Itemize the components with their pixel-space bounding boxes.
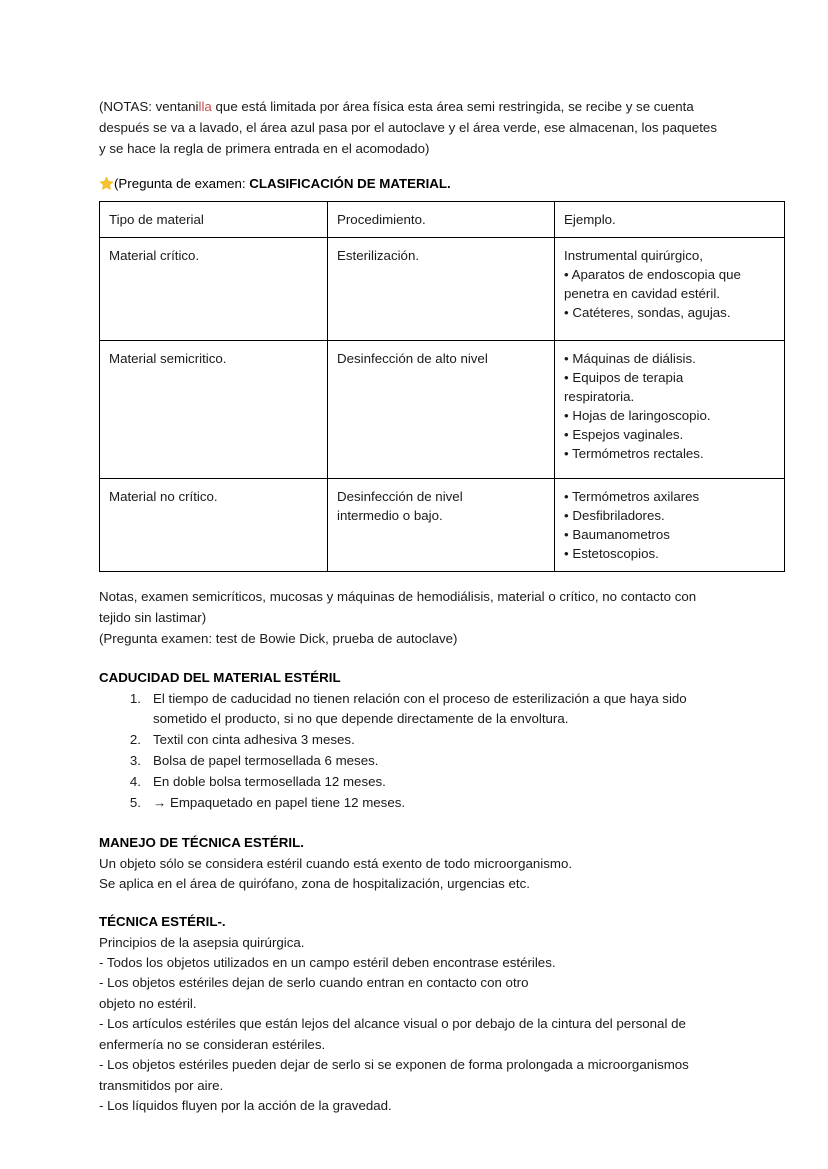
- intro-highlight: lla: [198, 99, 212, 114]
- spacer: [99, 893, 727, 912]
- example-line: • Baumanometros: [564, 527, 670, 542]
- example-line: • Equipos de terapia: [564, 370, 684, 385]
- table-header-row: [100, 202, 785, 238]
- cell-tipo-critico: Material crítico.: [100, 238, 328, 341]
- table-header-procedimiento: Procedimiento.: [328, 202, 555, 238]
- list-number: 5.: [129, 795, 141, 810]
- tecnica-item: - Todos los objetos utilizados en un campo estéril deben encontrase estériles.: [99, 954, 556, 970]
- procedure-line: intermedio o bajo.: [337, 508, 443, 523]
- list-text: En doble bolsa termosellada 12 meses.: [153, 774, 386, 789]
- list-number: 1.: [129, 691, 141, 706]
- cell-tipo-semicritico: Material semicritico.: [100, 341, 328, 479]
- section-heading-caducidad: CADUCIDAD DEL MATERIAL ESTÉRIL: [99, 670, 341, 685]
- table-row: [100, 479, 785, 572]
- tecnica-item: - Los líquidos fluyen por la acción de la gravedad.: [99, 1098, 392, 1113]
- cell-ejemplo-no-critico: [555, 479, 785, 572]
- intro-text-part1: (NOTAS: ventani: [99, 99, 199, 114]
- list-number: 2.: [129, 732, 141, 747]
- example-line: • Termómetros rectales.: [564, 446, 704, 461]
- document-body: [99, 96, 741, 1117]
- cell-ejemplo-critico: [555, 238, 785, 341]
- tecnica-subtitle: Principios de la asepsia quirúrgica.: [99, 935, 305, 950]
- exam-question-title: CLASIFICACIÓN DE MATERIAL.: [249, 176, 451, 191]
- example-line: penetra en cavidad estéril.: [564, 286, 720, 301]
- list-item: [99, 689, 727, 729]
- caducidad-list: [99, 689, 727, 813]
- example-line: • Hojas de laringoscopio.: [564, 408, 711, 423]
- list-text: → Empaquetado en papel tiene 12 meses.: [153, 795, 406, 810]
- table-header-ejemplo: Ejemplo.: [555, 202, 785, 238]
- tecnica-item: objeto no estéril.: [99, 995, 197, 1011]
- example-line: • Espejos vaginales.: [564, 427, 684, 442]
- cell-tipo-no-critico: Material no crítico.: [100, 479, 328, 572]
- exam-question-heading: [99, 175, 727, 193]
- cell-proc-semicritico: Desinfección de alto nivel: [328, 341, 555, 479]
- section-heading-manejo: MANEJO DE TÉCNICA ESTÉRIL.: [99, 835, 304, 850]
- notes-line-2: (Pregunta examen: test de Bowie Dick, prueba de autoclave): [99, 631, 458, 646]
- example-line: Instrumental quirúrgico,: [564, 248, 703, 263]
- table-row: [100, 238, 785, 341]
- list-number: 3.: [129, 753, 141, 768]
- list-item: [99, 772, 727, 792]
- intro-paragraph: [99, 96, 727, 159]
- list-text: El tiempo de caducidad no tienen relación con el proceso de esterilización a que haya sido sometido el producto, si no que depende directamente de la envoltura.: [153, 691, 687, 726]
- star-icon: [99, 176, 114, 191]
- tecnica-item: - Los objetos estériles pueden dejar de serlo si se exponen de forma prolongada a microorganismos transmitidos por aire.: [99, 1057, 689, 1093]
- manejo-line-2: Se aplica en el área de quirófano, zona de hospitalización, urgencias etc.: [99, 875, 530, 891]
- tecnica-item: - Los objetos estériles dejan de serlo cuando entran en contacto con otro: [99, 975, 529, 990]
- example-line: • Catéteres, sondas, agujas.: [564, 305, 731, 320]
- list-number: 4.: [129, 774, 141, 789]
- spacer: [99, 649, 727, 668]
- example-line: • Máquinas de diálisis.: [564, 351, 696, 366]
- list-item: [99, 793, 727, 813]
- example-line: respiratoria.: [564, 389, 635, 404]
- example-line: • Desfibriladores.: [564, 508, 665, 523]
- cell-proc-no-critico: [328, 479, 555, 572]
- list-item: [99, 730, 727, 750]
- material-classification-table: [99, 201, 785, 572]
- example-line: • Termómetros axilares: [564, 489, 700, 504]
- spacer: [99, 814, 727, 833]
- cell-proc-critico: Esterilización.: [328, 238, 555, 341]
- list-text: Bolsa de papel termosellada 6 meses.: [153, 753, 379, 768]
- list-item: [99, 751, 727, 771]
- cell-ejemplo-semicritico: [555, 341, 785, 479]
- example-line: • Aparatos de endoscopia que: [564, 267, 741, 282]
- notes-line-1: Notas, examen semicríticos, mucosas y máquinas de hemodiálisis, material o crítico, no contacto con tejido sin lastimar): [99, 589, 697, 625]
- intro-text-part2: que está limitada por área física esta área semi restringida, se recibe y se cuenta después se va a lavado, el área azul pasa por el autoclave y el área verde, ese almacenan, los paquetes y se hace la regla de primera entrada en el acomodado): [99, 99, 717, 156]
- tecnica-item: - Los artículos estériles que están lejos del alcance visual o por debajo de la cintura del personal de enfermería no se consideran estériles.: [99, 1016, 686, 1052]
- manejo-line-1: Un objeto sólo se considera estéril cuando está exento de todo microorganismo.: [99, 856, 573, 871]
- example-line: • Estetoscopios.: [564, 546, 659, 561]
- list-text: Textil con cinta adhesiva 3 meses.: [153, 732, 355, 747]
- section-heading-tecnica: TÉCNICA ESTÉRIL-.: [99, 914, 226, 929]
- procedure-line: Desinfección de nivel: [337, 489, 463, 504]
- exam-question-prefix: (Pregunta de examen:: [114, 176, 250, 191]
- table-row: [100, 341, 785, 479]
- table-header-tipo: Tipo de material: [100, 202, 328, 238]
